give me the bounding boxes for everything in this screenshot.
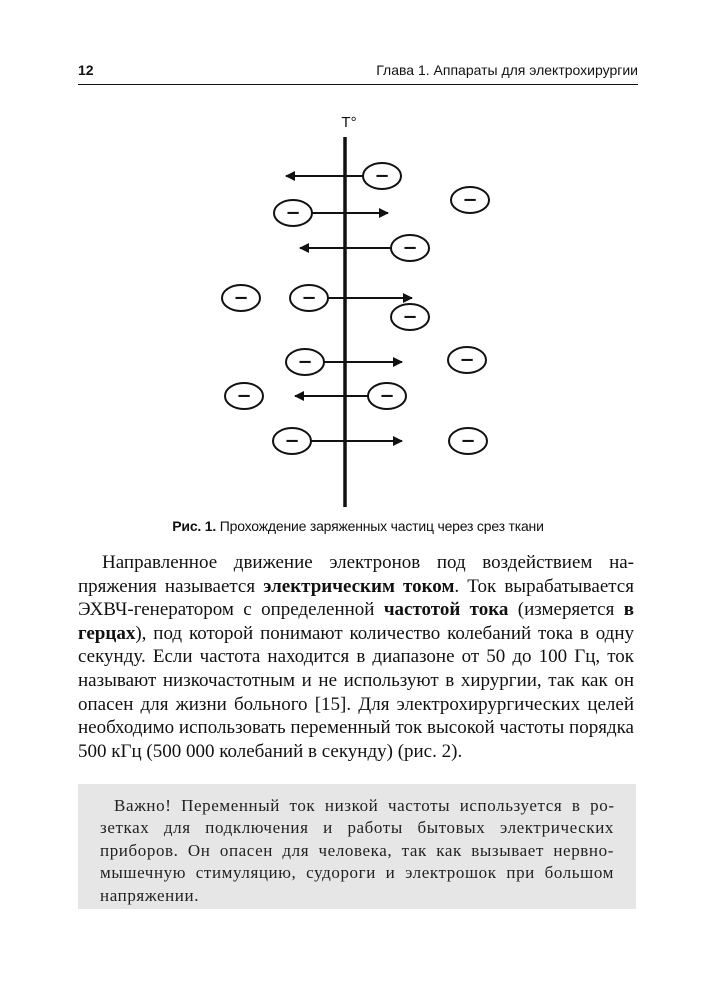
particle-sign: −	[284, 430, 300, 452]
particle-p2	[274, 200, 312, 226]
paragraph-text-2: . Ток вырабатывается ЭХВЧ-генератором с определенной	[78, 575, 634, 621]
paragraph-text-1: Направленное движение электронов под воздействием напряжения называется	[78, 552, 634, 597]
term-electric-current: электрическим током	[263, 575, 455, 597]
caption-label: Рис. 1.	[172, 518, 217, 534]
particle-sign: −	[379, 385, 395, 407]
particle-sign: −	[402, 306, 418, 328]
paragraph-text-4: ), под которой понимают количество колебаний тока в одну секунду. Если частота находится в диапазоне от 50 до 100 Гц, ток называют низкочастотным и не используют в хирургии, так как он опасен для жизни больного [15]. Для электрохирургических целей необходимо использовать переменный ток высокой частоты порядка 500 кГц (500 000 колебаний в секунду) (рис. 2).	[78, 622, 634, 762]
particle-p8	[286, 349, 324, 375]
particle-p6	[290, 285, 328, 311]
page-header	[78, 62, 638, 84]
important-note-text: Важно! Переменный ток низкой частоты используется в розетках для подключения и работы бытовых электрических приборов. Он опасен для человека, так как вызывает нервно-мышечную стимуляцию, судороги и электрошок при большом напряжении.	[100, 796, 614, 905]
particle-sign: −	[374, 165, 390, 187]
page-number: 12	[78, 62, 94, 78]
particle-sign: −	[301, 287, 317, 309]
particle-sign: −	[233, 287, 249, 309]
particle-p5	[222, 285, 260, 311]
particle-p7	[391, 304, 429, 330]
important-note-box	[78, 784, 636, 909]
particle-sign: −	[402, 237, 418, 259]
figure-caption	[78, 518, 638, 534]
header-rule	[78, 84, 638, 85]
particle-figure	[200, 108, 520, 518]
particle-p3	[451, 187, 489, 213]
running-title: Глава 1. Аппараты для электрохирургии	[376, 62, 638, 78]
particle-sign: −	[236, 385, 252, 407]
particle-p12	[273, 428, 311, 454]
particle-p10	[225, 383, 263, 409]
particle-sign: −	[297, 351, 313, 373]
caption-text: Прохождение заряженных частиц через срез ткани	[216, 518, 544, 534]
particle-p13	[449, 428, 487, 454]
particle-p9	[448, 347, 486, 373]
particle-sign: −	[285, 202, 301, 224]
body-paragraph	[78, 551, 634, 763]
particle-p1	[363, 163, 401, 189]
term-hertz: в герцах	[78, 599, 634, 644]
paragraph-text-3: (измеряется	[508, 599, 624, 621]
particle-sign: −	[459, 349, 475, 371]
particle-sign: −	[460, 430, 476, 452]
term-current-frequency: частотой тока	[383, 599, 509, 621]
particle-p4	[391, 235, 429, 261]
axis-label: T°	[341, 114, 357, 131]
particle-sign: −	[462, 189, 478, 211]
particle-p11	[368, 383, 406, 409]
